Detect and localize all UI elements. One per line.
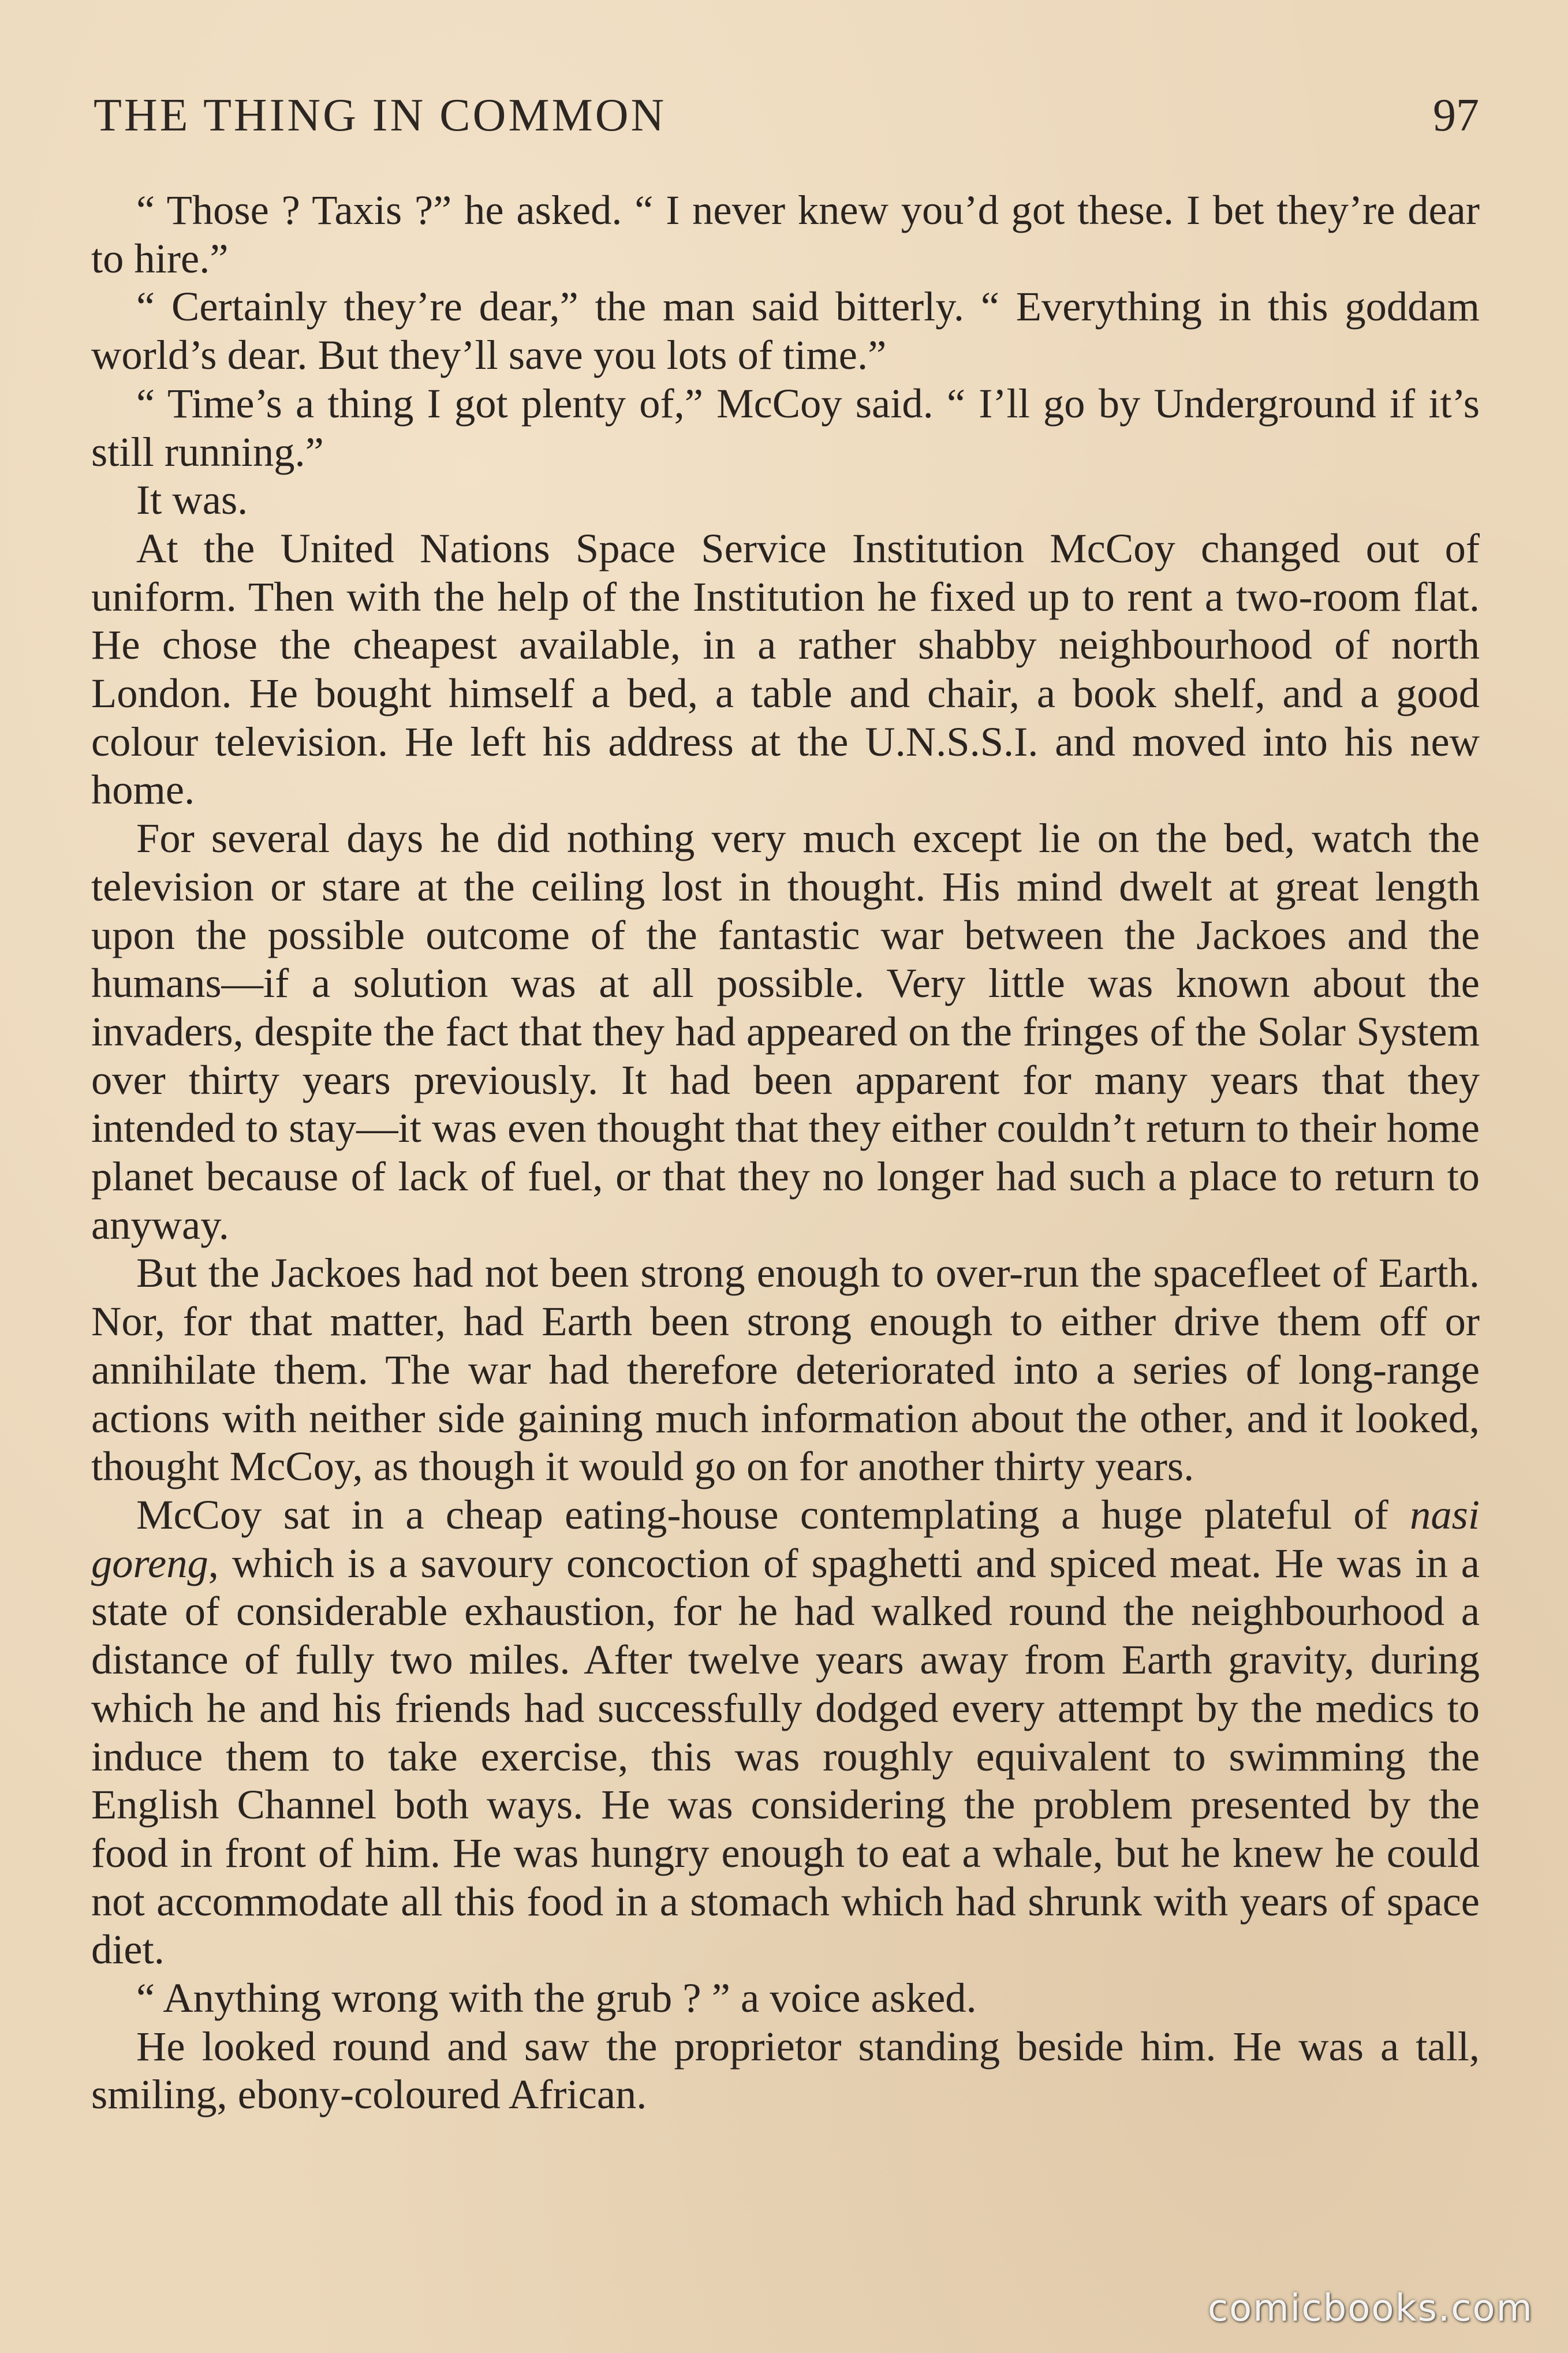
page-number: 97	[1433, 90, 1479, 141]
italic-phrase: nasi goreng	[91, 1491, 1480, 1586]
paragraph: But the Jackoes had not been strong enough to over-run the spacefleet of Earth. Nor, for that matter, had Earth been strong enough to either drive them off or annihilate them. The war had therefore deteriorated into a series of long-range actions with neither side gaining much information about the other, and it looked, thought McCoy, as though it would go on for another thirty years.	[91, 1249, 1480, 1490]
watermark: comicbooks.com	[1207, 2287, 1533, 2330]
paragraph: It was.	[136, 476, 248, 524]
paragraph-text: McCoy sat in a cheap eating-house contemplating a huge plateful of	[136, 1491, 1410, 1538]
paragraph: “ Anything wrong with the grub ? ” a voice asked.	[136, 1974, 977, 2022]
paragraph-text: , which is a savoury concoction of spaghetti and spiced meat. He was in a state of considerable exhaustion, for he had walked round the neighbourhood a distance of fully two miles. After twelve years away from Earth gravity, during which he and his friends had successfully dodged every attempt by the medics to induce them to take exercise, this was roughly equivalent to swimming the English Channel both ways. He was considering the problem presented by the food in front of him. He was hungry enough to eat a whale, but he knew he could not accommodate all this food in a stomach which had shrunk with years of space diet.	[91, 1539, 1480, 1973]
running-head: THE THING IN COMMON	[94, 90, 667, 141]
body-text	[91, 186, 1480, 2119]
page-header	[94, 87, 1479, 150]
paragraph: “ Certainly they’re dear,” the man said bitterly. “ Everything in this goddam world’s dear. But they’ll save you lots of time.”	[91, 283, 1480, 379]
paragraph: He looked round and saw the proprietor standing beside him. He was a tall, smiling, ebony-coloured African.	[91, 2022, 1480, 2118]
paragraph: “ Those ? Taxis ?” he asked. “ I never knew you’d got these. I bet they’re dear to hire.”	[91, 186, 1480, 282]
paragraph-nasi-goreng	[91, 1491, 1480, 1974]
paragraph: At the United Nations Space Service Institution McCoy changed out of uniform. Then with the help of the Institution he fixed up to rent a two-room flat. He chose the cheapest available, in a rather shabby neighbourhood of north London. He bought himself a bed, a table and chair, a book shelf, and a good colour television. He left his address at the U.N.S.S.I. and moved into his new home.	[91, 524, 1480, 813]
paragraph: “ Time’s a thing I got plenty of,” McCoy said. “ I’ll go by Underground if it’s still running.”	[91, 379, 1480, 475]
paragraph: For several days he did nothing very much except lie on the bed, watch the television or stare at the ceiling lost in thought. His mind dwelt at great length upon the possible outcome of the fantastic war between the Jackoes and the humans—if a solution was at all possible. Very little was known about the invaders, despite the fact that they had appeared on the fringes of the Solar System over thirty years previously. It had been apparent for many years that they intended to stay—it was even thought that they either couldn’t return to their home planet because of lack of fuel, or that they no longer had such a place to return to anyway.	[91, 815, 1480, 1248]
